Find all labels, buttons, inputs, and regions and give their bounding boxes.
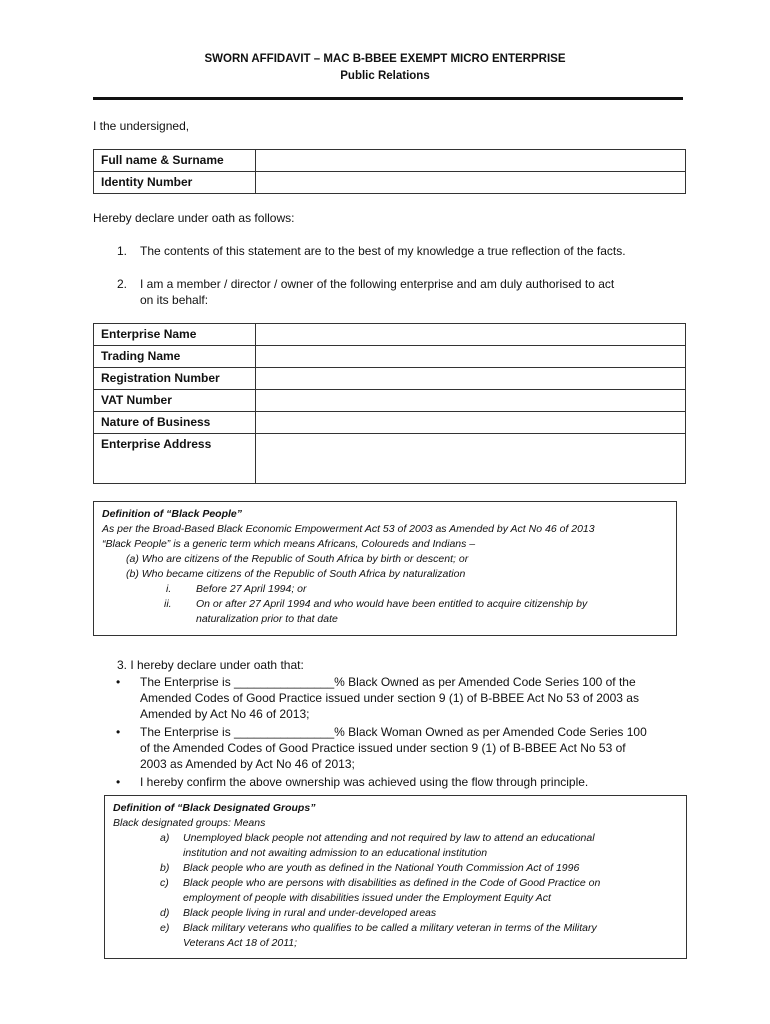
vat-number-field[interactable] [256,390,686,412]
definition-line: Black military veterans who qualifies to be called a military veteran in terms of the Military [183,922,597,934]
document-subtitle: Public Relations [340,70,430,82]
field-label: Identity Number [94,172,256,194]
definition-line: Black people who are persons with disabilities as defined in the Code of Good Practice on [183,877,601,889]
bullet-icon: • [116,725,121,739]
full-name-field[interactable] [256,150,686,172]
identity-table [93,149,686,194]
bullet-text: 2003 as Amended by Act No 46 of 2013; [140,757,355,771]
declare-text: Hereby declare under oath as follows: [93,211,295,225]
list-letter: c) [160,877,169,889]
definition-line: Before 27 April 1994; or [196,583,307,595]
definition-line: As per the Broad-Based Black Economic Empowerment Act 53 of 2003 as Amended by Act No 46 of 2013 [102,523,595,535]
enterprise-table [93,323,686,484]
field-label: Trading Name [94,346,256,368]
section3-heading: 3. I hereby declare under oath that: [117,658,304,672]
definition-line: naturalization prior to that date [196,613,338,625]
bullet-text: of the Amended Codes of Good Practice issued under section 9 (1) of B-BBEE Act No 53 of [140,741,626,755]
bullet-icon: • [116,775,121,789]
list-letter: d) [160,907,170,919]
item-text: on its behalf: [140,293,209,307]
definition-line: Black people who are youth as defined in the National Youth Commission Act of 1996 [183,862,580,874]
trading-name-field[interactable] [256,346,686,368]
item-text: The contents of this statement are to the best of my knowledge a true reflection of the facts. [140,244,626,258]
definition-line: (a) Who are citizens of the Republic of South Africa by birth or descent; or [126,553,469,565]
registration-number-field[interactable] [256,368,686,390]
table-row [94,390,686,412]
box-heading: Definition of “Black Designated Groups” [113,802,316,814]
definition-line: “Black People” is a generic term which means Africans, Coloureds and Indians – [102,538,476,550]
header-rule [93,97,683,100]
item-text: I am a member / director / owner of the following enterprise and am duly authorised to act [140,277,615,291]
list-number: i. [166,583,172,595]
table-row [94,434,686,484]
definition-line: Black people living in rural and under-developed areas [183,907,437,919]
item-number: 1. [117,244,128,258]
list-letter: a) [160,832,170,844]
item-number: 2. [117,277,128,291]
field-label: VAT Number [94,390,256,412]
definition-line: On or after 27 April 1994 and who would have been entitled to acquire citizenship by [196,598,588,610]
list-letter: e) [160,922,170,934]
bullet-icon: • [116,675,121,689]
table-row [94,346,686,368]
bullet-text: The Enterprise is _______________% Black Owned as per Amended Code Series 100 of the [140,675,636,689]
bullet-text: Amended by Act No 46 of 2013; [140,707,310,721]
field-label: Full name & Surname [94,150,256,172]
identity-number-field[interactable] [256,172,686,194]
definition-line: (b) Who became citizens of the Republic of South Africa by naturalization [126,568,466,580]
definition-line: institution and not awaiting admission to an educational institution [183,847,488,859]
box-heading: Definition of “Black People” [102,508,243,520]
list-number: ii. [164,598,172,610]
bullet-text: The Enterprise is _______________% Black Woman Owned as per Amended Code Series 100 [140,725,647,739]
enterprise-name-field[interactable] [256,324,686,346]
table-row [94,324,686,346]
definition-line: Veterans Act 18 of 2011; [183,937,298,949]
field-label: Registration Number [94,368,256,390]
table-row [94,412,686,434]
bullet-text: I hereby confirm the above ownership was achieved using the flow through principle. [140,775,589,789]
table-row [94,368,686,390]
field-label: Enterprise Address [94,434,256,484]
field-label: Nature of Business [94,412,256,434]
bullet-text: Amended Codes of Good Practice issued under section 9 (1) of B-BBEE Act No 53 of 2003 as [140,691,639,705]
definition-line: employment of people with disabilities issued under the Employment Equity Act [183,892,551,904]
designated-groups-definition-box [104,795,687,959]
field-label: Enterprise Name [94,324,256,346]
black-people-definition-box [93,501,677,636]
document-title: SWORN AFFIDAVIT – MAC B-BBEE EXEMPT MICRO ENTERPRISE [204,53,566,65]
list-letter: b) [160,862,170,874]
intro-text: I the undersigned, [93,119,190,133]
definition-line: Unemployed black people not attending and not required by law to attend an educational [183,832,595,844]
enterprise-address-field[interactable] [256,434,686,484]
table-row [94,172,686,194]
table-row [94,150,686,172]
definition-line: Black designated groups: Means [113,817,266,829]
nature-of-business-field[interactable] [256,412,686,434]
